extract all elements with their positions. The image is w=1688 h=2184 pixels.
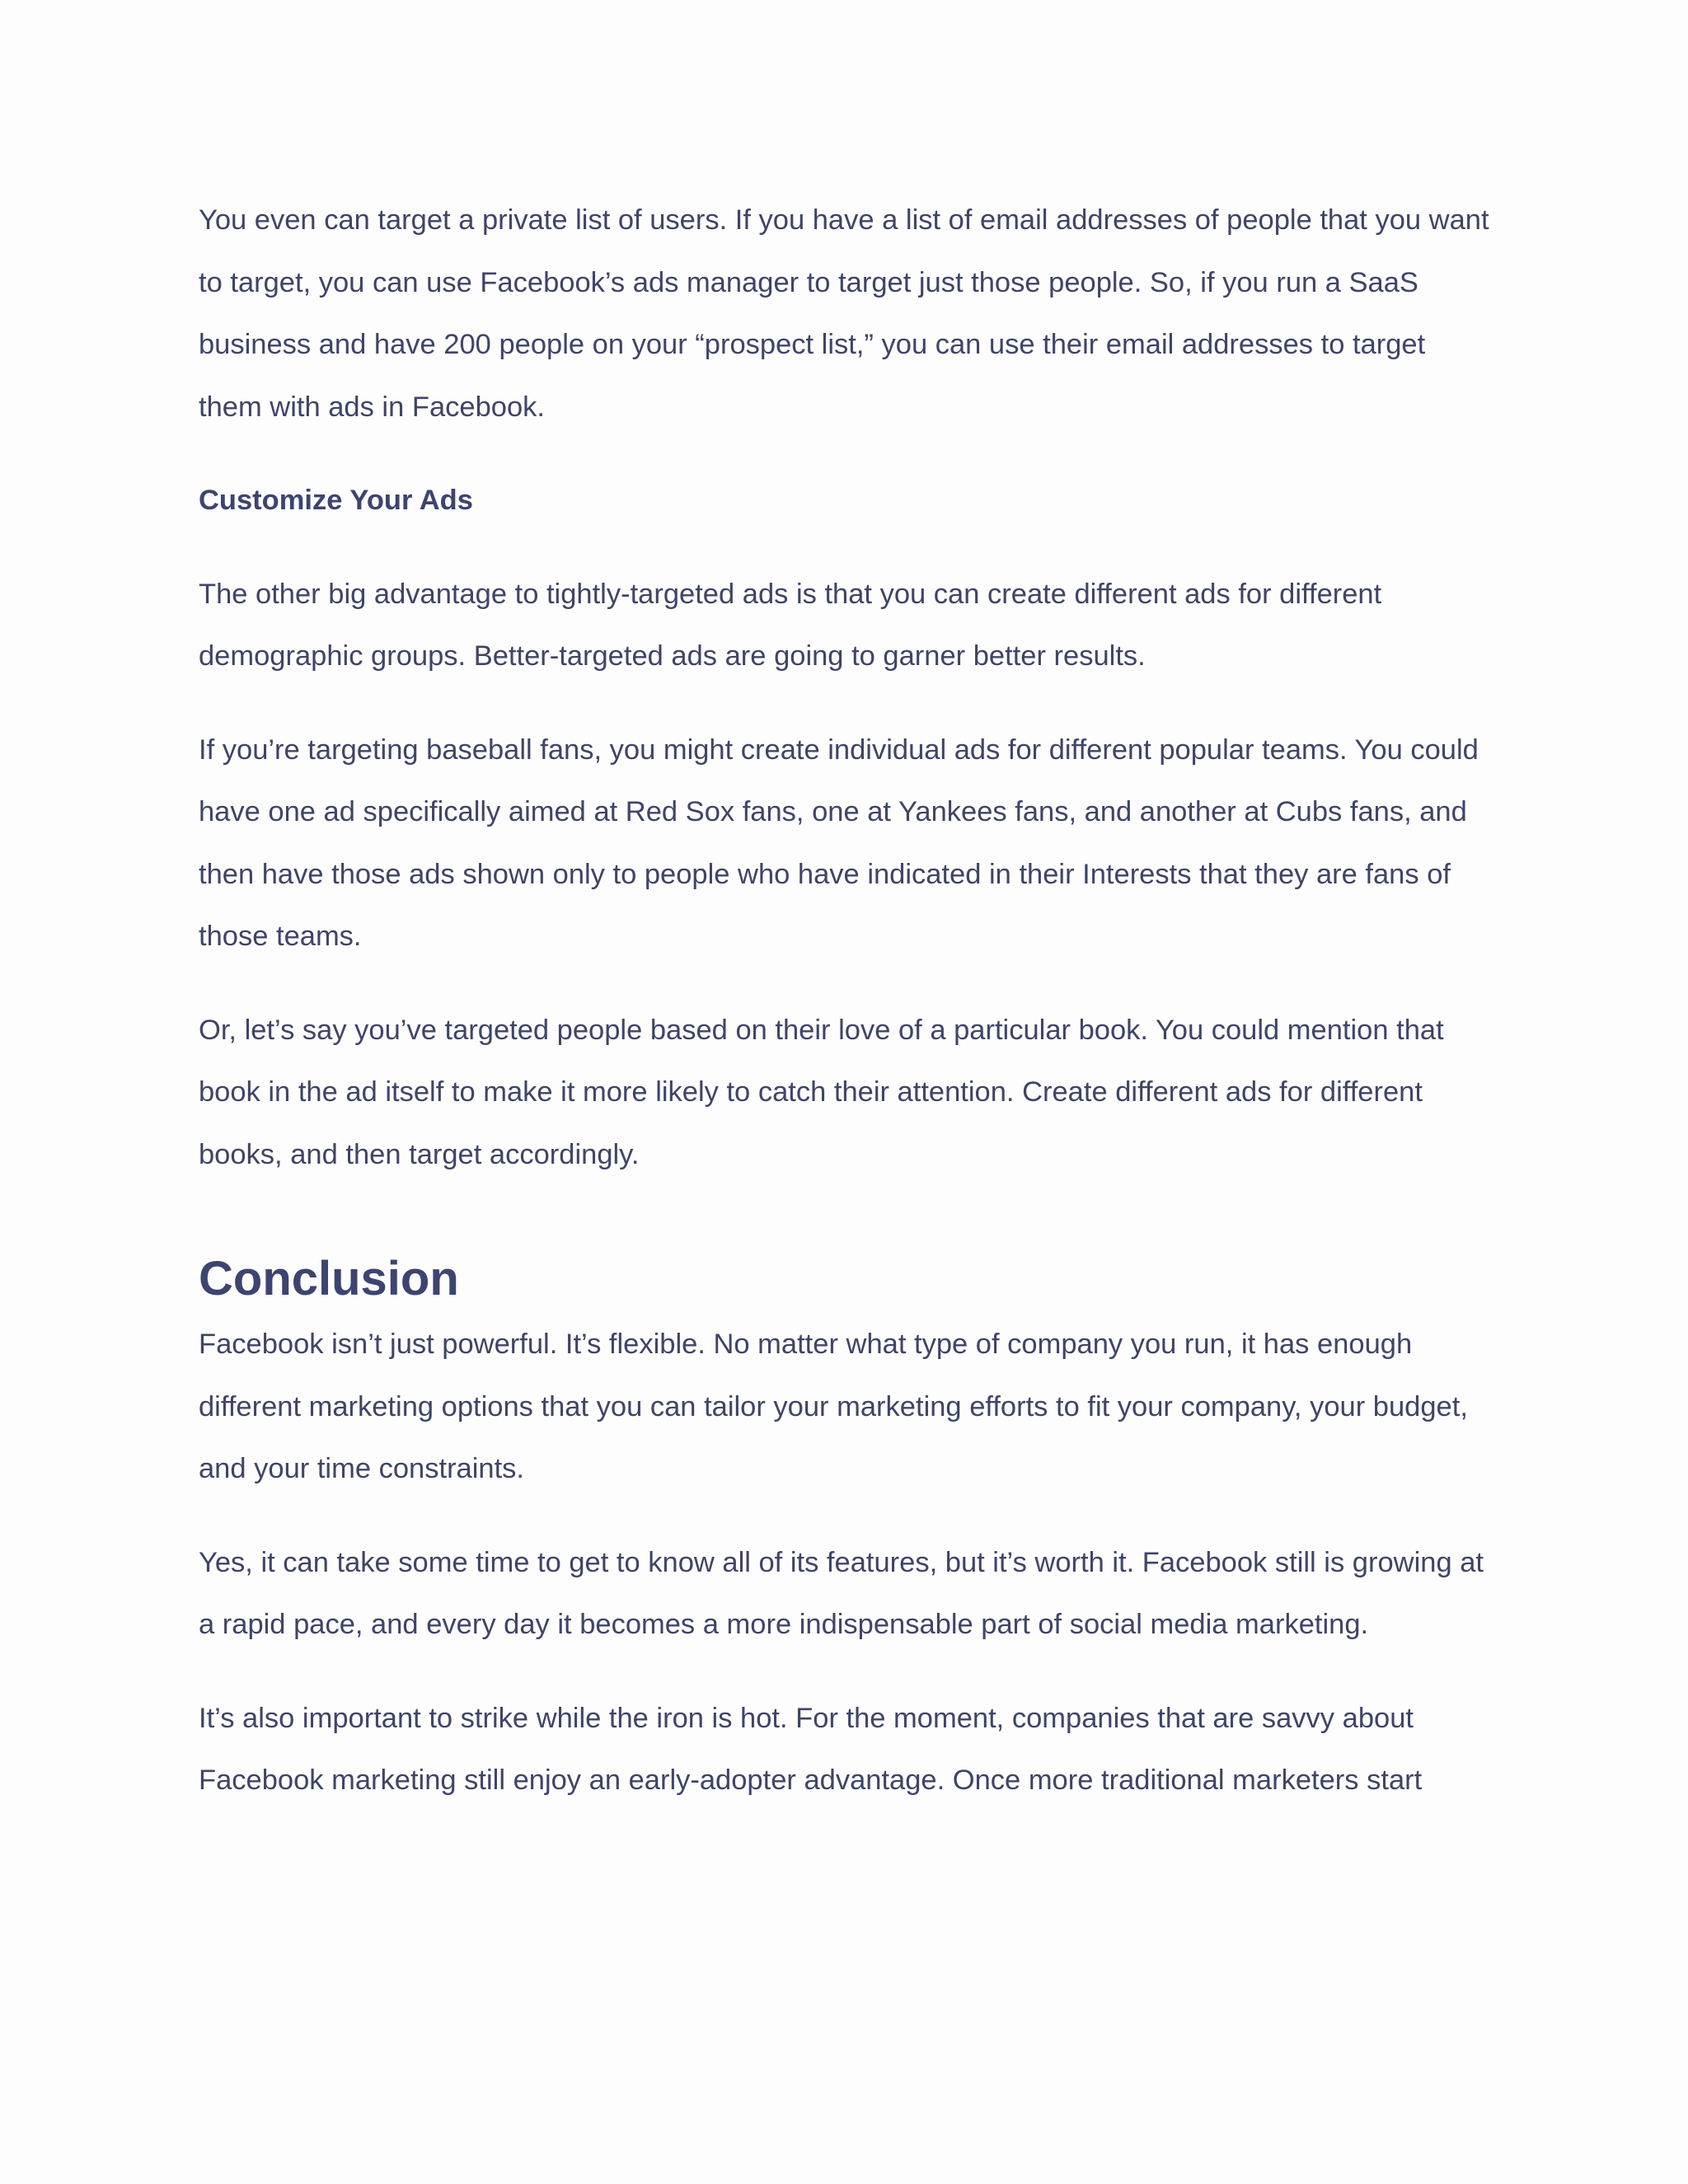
paragraph-worth-it: Yes, it can take some time to get to know all of its features, but it’s worth it. Facebook still is growing at a rapid pace, and every day it becomes a more indispensable part of social media marketing. bbox=[199, 1546, 1484, 1640]
subheading-customize-your-ads: Customize Your Ads bbox=[199, 485, 473, 516]
heading-conclusion: Conclusion bbox=[199, 1252, 459, 1305]
paragraph-private-list: You even can target a private list of users. If you have a list of email addresses of people that you want to target, you can use Facebook’s ads manager to target just those people. So, if you run a SaaS business and have 200 people on your “prospect list,” you can use their email addresses to target them with ads in Facebook. bbox=[199, 204, 1489, 423]
paragraph-targeting-advantage: The other big advantage to tightly-targeted ads is that you can create different ads for different demographic groups. Better-targeted ads are going to garner better results. bbox=[199, 578, 1382, 672]
paragraph-facebook-flexible: Facebook isn’t just powerful. It’s flexible. No matter what type of company you run, it has enough different marketing options that you can tailor your marketing efforts to fit your company, your budget, and your time constraints. bbox=[199, 1329, 1468, 1484]
paragraph-baseball-example: If you’re targeting baseball fans, you might create individual ads for different popular teams. You could have one ad specifically aimed at Red Sox fans, one at Yankees fans, and another at Cubs fans, and then have those ads shown only to people who have indicated in their Interests that they are fans of those teams. bbox=[199, 733, 1479, 952]
paragraph-strike-while-hot: It’s also important to strike while the iron is hot. For the moment, companies that are savvy about Facebook marketing still enjoy an early-adopter advantage. Once more traditional marketers start bbox=[199, 1702, 1423, 1796]
paragraph-book-example: Or, let’s say you’ve targeted people based on their love of a particular book. You could mention that book in the ad itself to make it more likely to catch their attention. Create different ads for different books, and then target accordingly. bbox=[199, 1014, 1444, 1170]
